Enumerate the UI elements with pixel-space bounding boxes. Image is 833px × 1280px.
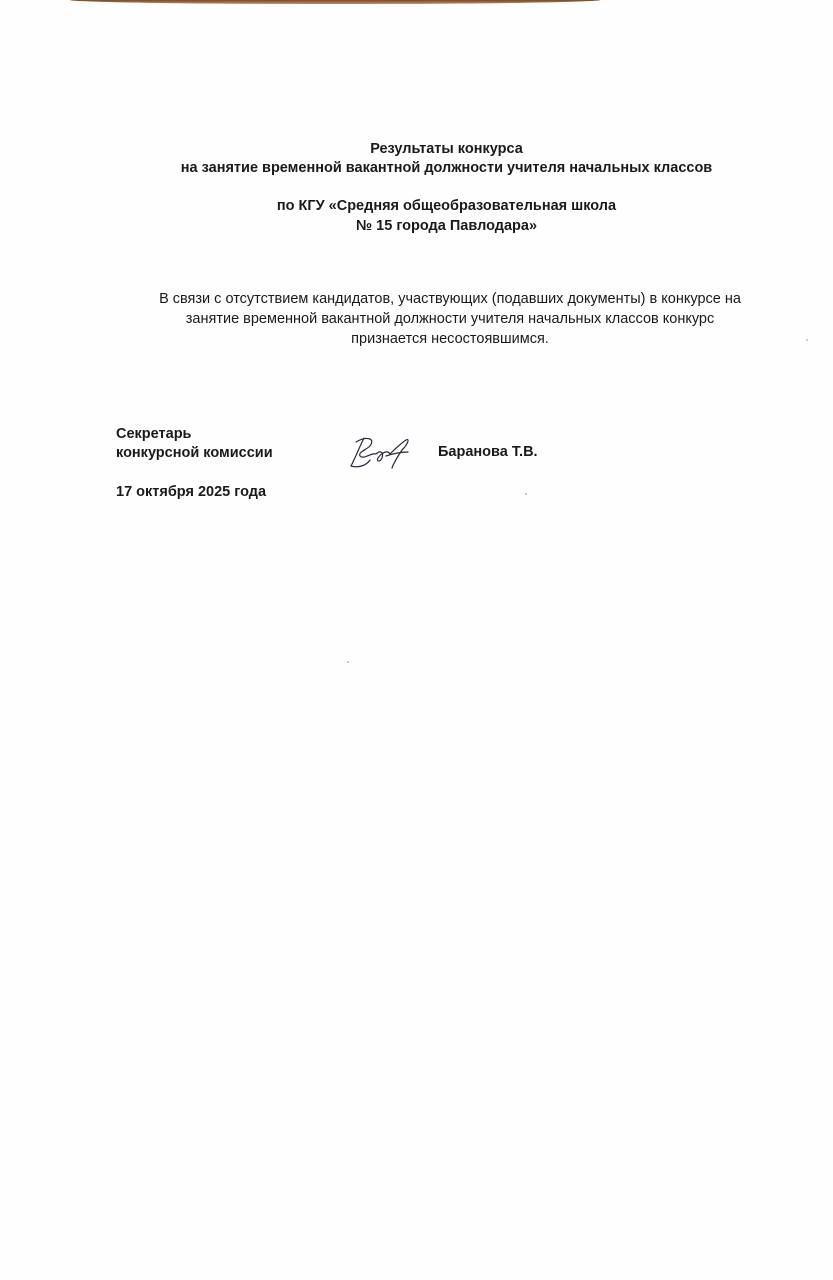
signatory-name: Баранова Т.В.: [438, 444, 538, 460]
scan-speck: [525, 493, 527, 495]
body-line-1: В связи с отсутствием кандидатов, участвующих (подавших документы) в конкурсе на: [159, 291, 741, 307]
secretary-role-line-1: Секретарь: [116, 426, 192, 442]
title-line-3: по КГУ «Средняя общеобразовательная школа: [276, 198, 617, 214]
title-line-2: на занятие временной вакантной должности учителя начальных классов: [180, 160, 713, 176]
body-line-3: признается несостоявшимся.: [351, 331, 549, 347]
document-date: 17 октября 2025 года: [116, 484, 267, 500]
title-line-4: № 15 города Павлодара»: [355, 218, 538, 234]
title-line-1: Результаты конкурса: [370, 141, 523, 157]
scan-top-edge: [70, 0, 600, 4]
scan-speck: [347, 661, 349, 663]
body-line-2: занятие временной вакантной должности учителя начальных классов конкурс: [185, 311, 715, 327]
secretary-role-line-2: конкурсной комиссии: [116, 445, 273, 461]
scan-speck: [806, 339, 808, 341]
handwritten-signature-icon: [346, 432, 416, 472]
